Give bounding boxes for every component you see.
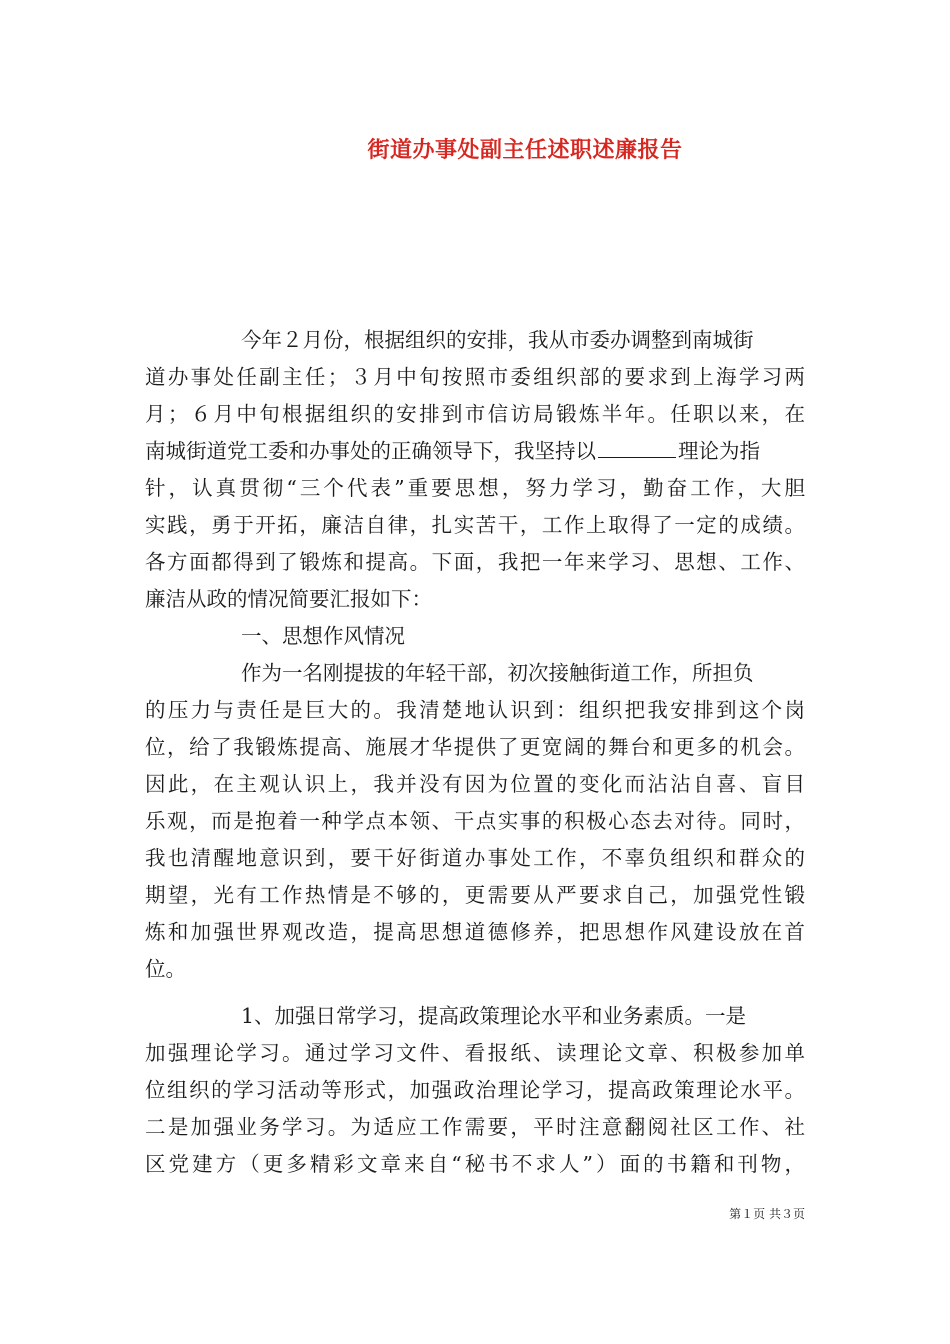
text-line: 实践，勇于开拓，廉洁自律，扎实苦干，工作上取得了一定的成绩。 xyxy=(145,513,805,537)
document-body xyxy=(145,322,805,1183)
document-title: 街道办事处副主任述职述廉报告 xyxy=(367,137,683,163)
text-line: 1、加强日常学习，提高政策理论水平和业务素质。一是 xyxy=(241,1004,747,1028)
text-line: 期望，光有工作热情是不够的，更需要从严要求自己，加强党性锻 xyxy=(145,883,805,907)
text-line: 乐观，而是抱着一种学点本领、干点实事的积极心态去对待。同时， xyxy=(145,809,805,833)
page-number-footer: 第１页 共３页 xyxy=(729,1207,805,1221)
fill-in-blank xyxy=(598,437,676,458)
text-line: 廉洁从政的情况简要汇报如下： xyxy=(145,587,432,611)
text-line: 各方面都得到了锻炼和提高。下面，我把一年来学习、思想、工作、 xyxy=(145,550,805,574)
paragraph-gap xyxy=(145,988,805,998)
text-line: 月；６月中旬根据组织的安排到市信访局锻炼半年。任职以来，在 xyxy=(145,402,805,426)
text-line: 位，给了我锻炼提高、施展才华提供了更宽阔的舞台和更多的机会。 xyxy=(145,735,805,759)
text-line: 加强理论学习。通过学习文件、看报纸、读理论文章、积极参加单 xyxy=(145,1041,805,1065)
text-line: 我也清醒地意识到，要干好街道办事处工作，不辜负组织和群众的 xyxy=(145,846,805,870)
text-line: 炼和加强世界观改造，提高思想道德修养，把思想作风建设放在首 xyxy=(145,920,805,944)
text-segment: 理论为指 xyxy=(678,439,760,463)
text-segment: 南城街道党工委和办事处的正确领导下，我坚持以 xyxy=(145,439,596,463)
text-line-with-blank xyxy=(145,433,805,470)
section-heading: 一、思想作风情况 xyxy=(241,624,405,648)
text-line: 位组织的学习活动等形式，加强政治理论学习，提高政策理论水平。 xyxy=(145,1078,805,1102)
text-line: 作为一名刚提拔的年轻干部，初次接触街道工作，所担负 xyxy=(241,661,754,685)
text-line: 道办事处任副主任；３月中旬按照市委组织部的要求到上海学习两 xyxy=(145,365,805,389)
text-line: 的压力与责任是巨大的。我清楚地认识到：组织把我安排到这个岗 xyxy=(145,698,805,722)
text-line: 针，认真贯彻“三个代表”重要思想，努力学习，勤奋工作，大胆 xyxy=(145,476,805,500)
text-line: 区党建方（更多精彩文章来自“秘书不求人”）面的书籍和刊物， xyxy=(145,1152,805,1176)
text-line: 位。 xyxy=(145,957,186,981)
text-line: 因此，在主观认识上，我并没有因为位置的变化而沾沾自喜、盲目 xyxy=(145,772,805,796)
text-line: 今年２月份，根据组织的安排，我从市委办调整到南城街 xyxy=(241,328,754,352)
text-line: 二是加强业务学习。为适应工作需要，平时注意翻阅社区工作、社 xyxy=(145,1115,805,1139)
